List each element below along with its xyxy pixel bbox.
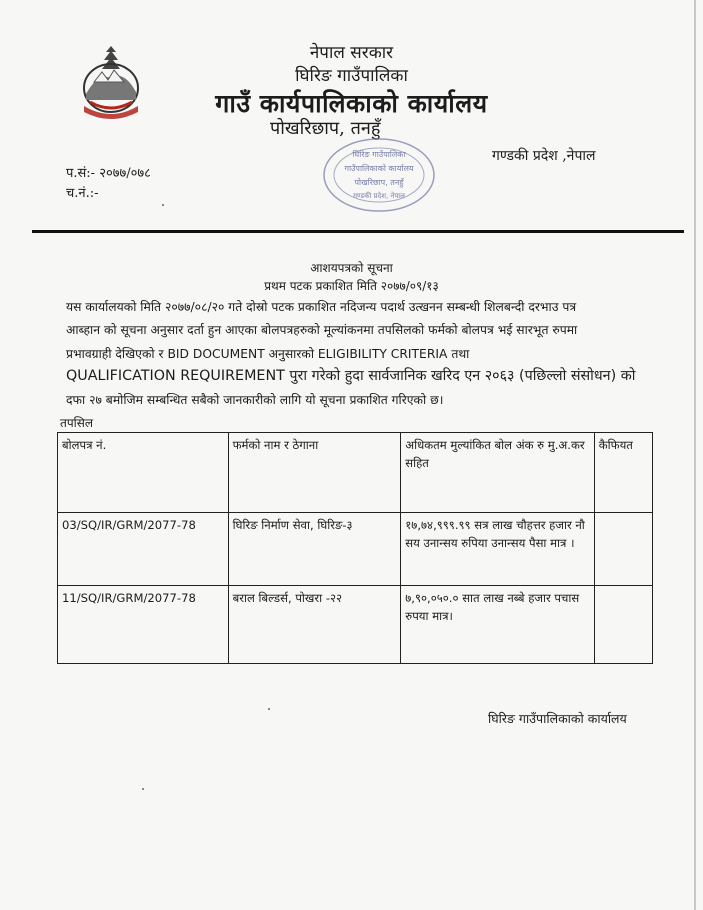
table-header-row [58, 433, 653, 513]
column-header: बोलपत्र नं. [58, 433, 229, 513]
scan-speck [142, 788, 144, 790]
notice-paragraph-line-2: आब्हान को सूचना अनुसार दर्ता हुन आएका बोलपत्रहरुको मूल्यांकनमा तपसिलको फर्मको बोलपत्र भई सारभूत रुपमा [66, 323, 578, 337]
bid-results-table [57, 432, 653, 664]
bid-number-cell: 11/SQ/IR/GRM/2077-78 [58, 586, 229, 664]
notice-paragraph-line-4: QUALIFICATION REQUIREMENT पुरा गरेको हुदा सार्वजानिक खरिद एन २०६३ (पछिल्लो संसोधन) को [66, 368, 636, 384]
remarks-cell [594, 513, 652, 586]
government-name: नेपाल सरकार [309, 43, 394, 63]
bid-number-cell: 03/SQ/IR/GRM/2077-78 [58, 513, 229, 586]
signature-office: घिरिङ गाउँपालिकाको कार्यालय [488, 711, 627, 726]
column-header: अधिकतम मुल्यांकित बोल अंक रु मु.अ.कर सहित [401, 433, 594, 513]
municipality-name: घिरिङ गाउँपालिका [295, 66, 408, 86]
column-header: फर्मको नाम र ठेगाना [228, 433, 401, 513]
notice-first-published: प्रथम पटक प्रकाशित मिति २०७७/०९/१३ [264, 279, 439, 293]
stamp-text-1: घिरिङ गाउँपालिका [352, 150, 406, 159]
office-stamp [320, 135, 438, 215]
table-row [58, 586, 653, 664]
firm-cell: घिरिङ निर्माण सेवा, घिरिङ-३ [228, 513, 401, 586]
page-edge [694, 0, 696, 910]
province-name: गण्डकी प्रदेश ,नेपाल [492, 148, 596, 164]
header-divider [32, 230, 684, 233]
office-address: पोखरिछाप, तनहुँ [270, 118, 381, 139]
scan-speck [162, 204, 164, 206]
reference-number: प.सं:- २०७७/०७८ [66, 166, 151, 181]
notice-paragraph-line-1: यस कार्यालयको मिति २०७७/०८/२० गते दोस्रो पटक प्रकाशित नदिजन्य पदार्थ उत्खनन सम्बन्धी शिलबन्दी दरभाउ पत्र [66, 300, 577, 314]
column-header: कैफियत [594, 433, 652, 513]
notice-title: आशयपत्रको सूचना [310, 261, 393, 275]
notice-paragraph-line-5: दफा २७ बमोजिम सम्बन्धित सबैको जानकारीको लागि यो सूचना प्रकाशित गरिएको छ। [66, 393, 444, 407]
amount-cell: १७,७४,९९९.९९ सत्र लाख चौहत्तर हजार नौ सय उनान्सय रुपिया उनान्सय पैसा मात्र । [401, 513, 594, 586]
firm-cell: बराल बिल्डर्स, पोखरा -२२ [228, 586, 401, 664]
scan-speck [268, 708, 270, 710]
remarks-cell [594, 586, 652, 664]
stamp-text-3: पोखरिछाप, तनहुँ [354, 178, 404, 187]
dispatch-number: च.नं.:- [66, 186, 99, 201]
table-row [58, 513, 653, 586]
stamp-text-4: गण्डकी प्रदेश, नेपाल [353, 192, 405, 200]
amount-cell: ७,९०,०५०.० सात लाख नब्बे हजार पचास रुपया मात्र। [401, 586, 594, 664]
details-heading: तपसिल [60, 416, 94, 430]
notice-paragraph-line-3: प्रभावग्राही देखिएको र BID DOCUMENT अनुसारको ELIGIBILITY CRITERIA तथा [66, 347, 470, 361]
office-title: गाउँ कार्यपालिकाको कार्यालय [215, 89, 488, 118]
stamp-text-2: गाउँपालिकाको कार्यालय [344, 164, 414, 173]
